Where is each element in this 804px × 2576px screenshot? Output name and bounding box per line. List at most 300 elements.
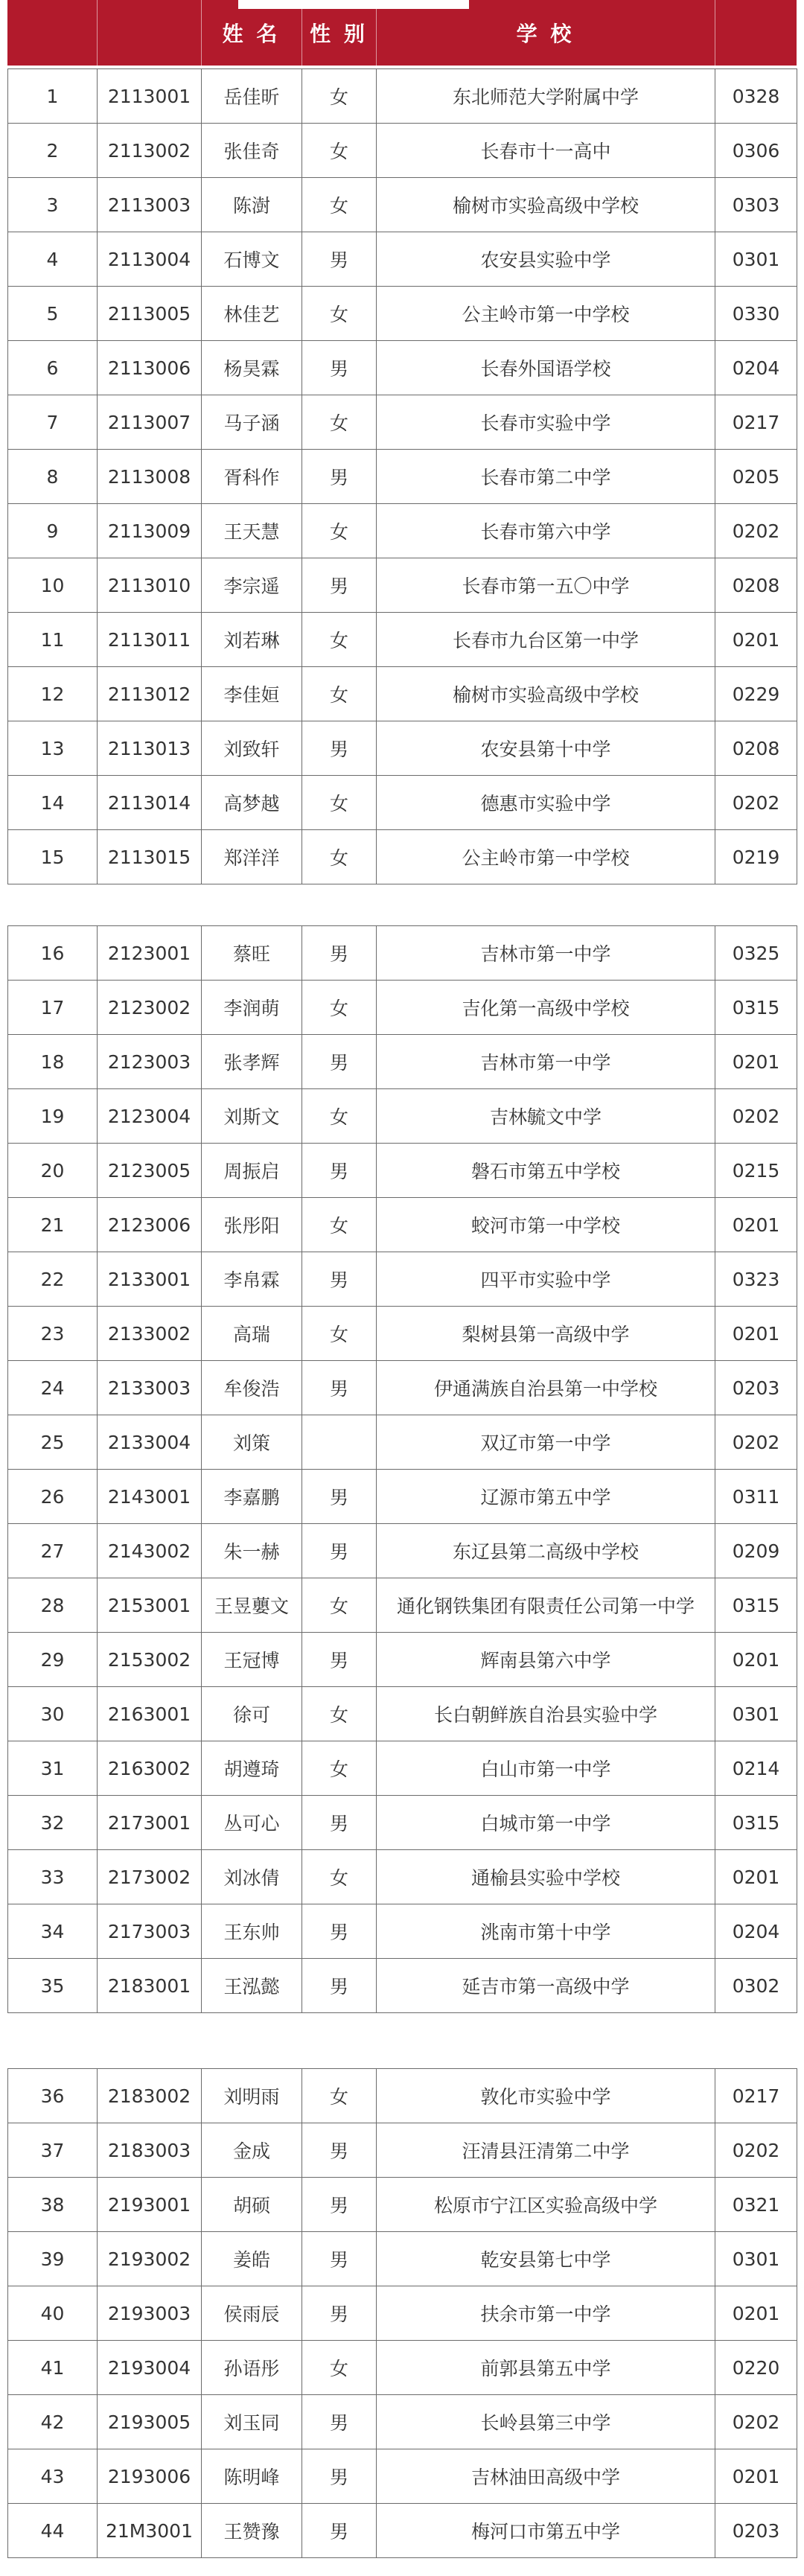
score-code: 0202 <box>715 776 797 830</box>
row-number: 21 <box>8 1198 98 1252</box>
exam-id: 2113003 <box>98 178 202 232</box>
student-name: 高瑞 <box>202 1307 302 1361</box>
score-code: 0315 <box>715 1578 797 1633</box>
score-code: 0301 <box>715 1687 797 1741</box>
school-name: 前郭县第五中学 <box>377 2341 715 2395</box>
score-code: 0202 <box>715 1089 797 1144</box>
score-code: 0315 <box>715 981 797 1035</box>
school-name: 通榆县实验中学校 <box>377 1850 715 1904</box>
gender: 男 <box>302 2286 377 2341</box>
score-code: 0202 <box>715 2123 797 2178</box>
student-name: 李帛霖 <box>202 1252 302 1307</box>
school-name: 扶余市第一中学 <box>377 2286 715 2341</box>
score-code: 0328 <box>715 69 797 124</box>
school-name: 伊通满族自治县第一中学校 <box>377 1361 715 1415</box>
table-row <box>8 178 797 232</box>
gender: 女 <box>302 1307 377 1361</box>
exam-id: 2193006 <box>98 2449 202 2504</box>
row-number: 36 <box>8 2069 98 2123</box>
score-code: 0202 <box>715 2395 797 2449</box>
row-number: 44 <box>8 2504 98 2558</box>
exam-id: 2133004 <box>98 1415 202 1470</box>
exam-id: 2123004 <box>98 1089 202 1144</box>
exam-id: 2143002 <box>98 1524 202 1578</box>
exam-id: 2113012 <box>98 667 202 721</box>
score-code: 0205 <box>715 450 797 504</box>
exam-id: 2153001 <box>98 1578 202 1633</box>
student-name: 马子涵 <box>202 395 302 450</box>
table-row <box>8 667 797 721</box>
score-code: 0301 <box>715 2232 797 2286</box>
school-name: 农安县实验中学 <box>377 232 715 287</box>
school-name: 东北师范大学附属中学 <box>377 69 715 124</box>
school-name: 吉化第一高级中学校 <box>377 981 715 1035</box>
score-code: 0201 <box>715 613 797 667</box>
student-name: 刘玉同 <box>202 2395 302 2449</box>
row-number: 35 <box>8 1959 98 2013</box>
gender: 男 <box>302 1470 377 1524</box>
table-row <box>8 2504 797 2558</box>
school-name: 长春市第二中学 <box>377 450 715 504</box>
table-row <box>8 287 797 341</box>
student-name: 李嘉鹏 <box>202 1470 302 1524</box>
school-name: 乾安县第七中学 <box>377 2232 715 2286</box>
row-number: 26 <box>8 1470 98 1524</box>
school-name: 白城市第一中学 <box>377 1796 715 1850</box>
gender: 男 <box>302 2395 377 2449</box>
table-header <box>7 0 797 66</box>
exam-id: 2173002 <box>98 1850 202 1904</box>
gender: 男 <box>302 1361 377 1415</box>
gender: 女 <box>302 667 377 721</box>
exam-id: 2123001 <box>98 926 202 981</box>
row-number: 40 <box>8 2286 98 2341</box>
gender: 男 <box>302 232 377 287</box>
exam-id: 2113009 <box>98 504 202 558</box>
student-name: 陈明峰 <box>202 2449 302 2504</box>
row-number: 38 <box>8 2178 98 2232</box>
school-name: 洮南市第十中学 <box>377 1904 715 1959</box>
gender: 女 <box>302 981 377 1035</box>
row-number: 12 <box>8 667 98 721</box>
school-name: 榆树市实验高级中学校 <box>377 667 715 721</box>
row-number: 13 <box>8 721 98 776</box>
gender: 女 <box>302 124 377 178</box>
table-row <box>8 926 797 981</box>
school-name: 长春市九台区第一中学 <box>377 613 715 667</box>
student-name: 王昱蘡文 <box>202 1578 302 1633</box>
exam-id: 2123005 <box>98 1144 202 1198</box>
gender: 女 <box>302 1089 377 1144</box>
school-name: 敦化市实验中学 <box>377 2069 715 2123</box>
score-code: 0220 <box>715 2341 797 2395</box>
student-name: 高梦越 <box>202 776 302 830</box>
exam-id: 2113004 <box>98 232 202 287</box>
exam-id: 2113006 <box>98 341 202 395</box>
student-name: 石博文 <box>202 232 302 287</box>
exam-id: 2133002 <box>98 1307 202 1361</box>
table-row <box>8 2178 797 2232</box>
exam-id: 2193005 <box>98 2395 202 2449</box>
gender: 男 <box>302 1144 377 1198</box>
score-code: 0321 <box>715 2178 797 2232</box>
school-name: 长春市实验中学 <box>377 395 715 450</box>
row-number: 14 <box>8 776 98 830</box>
student-name: 王泓懿 <box>202 1959 302 2013</box>
school-name: 吉林油田高级中学 <box>377 2449 715 2504</box>
table-row <box>8 1144 797 1198</box>
score-code: 0217 <box>715 2069 797 2123</box>
student-name: 姜皓 <box>202 2232 302 2286</box>
row-number: 41 <box>8 2341 98 2395</box>
table-row <box>8 1470 797 1524</box>
table-row <box>8 1741 797 1796</box>
row-number: 16 <box>8 926 98 981</box>
exam-id: 2113002 <box>98 124 202 178</box>
student-name: 刘策 <box>202 1415 302 1470</box>
student-name: 杨昊霖 <box>202 341 302 395</box>
row-number: 15 <box>8 830 98 884</box>
row-number: 29 <box>8 1633 98 1687</box>
score-code: 0325 <box>715 926 797 981</box>
table-row <box>8 558 797 613</box>
table-row <box>8 69 797 124</box>
school-name: 长春市第六中学 <box>377 504 715 558</box>
table-row <box>8 1633 797 1687</box>
student-name: 王东帅 <box>202 1904 302 1959</box>
school-name: 通化钢铁集团有限责任公司第一中学 <box>377 1578 715 1633</box>
student-name: 李润萌 <box>202 981 302 1035</box>
table-row <box>8 830 797 884</box>
student-name: 胡硕 <box>202 2178 302 2232</box>
gender: 男 <box>302 558 377 613</box>
gender: 男 <box>302 721 377 776</box>
table-block-3 <box>7 2068 797 2558</box>
student-name: 周振启 <box>202 1144 302 1198</box>
school-name: 磐石市第五中学校 <box>377 1144 715 1198</box>
score-code: 0301 <box>715 232 797 287</box>
row-number: 27 <box>8 1524 98 1578</box>
score-code: 0330 <box>715 287 797 341</box>
row-number: 31 <box>8 1741 98 1796</box>
gender: 女 <box>302 1198 377 1252</box>
score-code: 0215 <box>715 1144 797 1198</box>
table-row <box>8 232 797 287</box>
school-name: 梅河口市第五中学 <box>377 2504 715 2558</box>
exam-id: 2153002 <box>98 1633 202 1687</box>
exam-id: 2143001 <box>98 1470 202 1524</box>
student-name: 李宗遥 <box>202 558 302 613</box>
school-name: 德惠市实验中学 <box>377 776 715 830</box>
gender: 男 <box>302 1959 377 2013</box>
exam-id: 2193004 <box>98 2341 202 2395</box>
gender: 男 <box>302 1035 377 1089</box>
student-name: 李佳姮 <box>202 667 302 721</box>
score-code: 0209 <box>715 1524 797 1578</box>
gender: 男 <box>302 1904 377 1959</box>
table-row <box>8 1578 797 1633</box>
row-number: 42 <box>8 2395 98 2449</box>
gender: 男 <box>302 2504 377 2558</box>
school-name: 东辽县第二高级中学校 <box>377 1524 715 1578</box>
exam-id: 2113007 <box>98 395 202 450</box>
gender: 男 <box>302 1252 377 1307</box>
score-code: 0201 <box>715 1633 797 1687</box>
gender: 男 <box>302 1524 377 1578</box>
table-row <box>8 1089 797 1144</box>
student-name: 刘冰倩 <box>202 1850 302 1904</box>
student-name: 郑洋洋 <box>202 830 302 884</box>
header-name: 姓 名 <box>222 22 281 46</box>
row-number: 32 <box>8 1796 98 1850</box>
score-code: 0219 <box>715 830 797 884</box>
score-code: 0202 <box>715 504 797 558</box>
gender: 女 <box>302 69 377 124</box>
school-name: 双辽市第一中学 <box>377 1415 715 1470</box>
score-code: 0323 <box>715 1252 797 1307</box>
school-name: 松原市宁江区实验高级中学 <box>377 2178 715 2232</box>
table-row <box>8 1415 797 1470</box>
score-code: 0201 <box>715 1307 797 1361</box>
student-name: 林佳艺 <box>202 287 302 341</box>
student-name: 丛可心 <box>202 1796 302 1850</box>
gender: 男 <box>302 450 377 504</box>
score-code: 0203 <box>715 2504 797 2558</box>
score-code: 0203 <box>715 1361 797 1415</box>
student-name: 陈澍 <box>202 178 302 232</box>
table-block-2 <box>7 925 797 2013</box>
score-code: 0201 <box>715 1198 797 1252</box>
school-name: 梨树县第一高级中学 <box>377 1307 715 1361</box>
table-block-1 <box>7 68 797 884</box>
exam-id: 2183002 <box>98 2069 202 2123</box>
row-number: 24 <box>8 1361 98 1415</box>
row-number: 20 <box>8 1144 98 1198</box>
school-name: 榆树市实验高级中学校 <box>377 178 715 232</box>
student-name: 张佳奇 <box>202 124 302 178</box>
table-row <box>8 2069 797 2123</box>
table-row <box>8 2123 797 2178</box>
table-row <box>8 395 797 450</box>
score-code: 0311 <box>715 1470 797 1524</box>
score-code: 0201 <box>715 1035 797 1089</box>
student-name: 金成 <box>202 2123 302 2178</box>
student-name: 张彤阳 <box>202 1198 302 1252</box>
school-name: 长白朝鲜族自治县实验中学 <box>377 1687 715 1741</box>
row-number: 3 <box>8 178 98 232</box>
score-code: 0201 <box>715 1850 797 1904</box>
exam-id: 2193002 <box>98 2232 202 2286</box>
score-code: 0303 <box>715 178 797 232</box>
table-row <box>8 1687 797 1741</box>
table-row <box>8 1796 797 1850</box>
gender: 女 <box>302 287 377 341</box>
table-row <box>8 776 797 830</box>
exam-id: 2113005 <box>98 287 202 341</box>
exam-id: 2133001 <box>98 1252 202 1307</box>
student-name: 胥科作 <box>202 450 302 504</box>
row-number: 10 <box>8 558 98 613</box>
exam-id: 2163001 <box>98 1687 202 1741</box>
student-name: 胡遵琦 <box>202 1741 302 1796</box>
row-number: 22 <box>8 1252 98 1307</box>
score-code: 0302 <box>715 1959 797 2013</box>
row-number: 6 <box>8 341 98 395</box>
row-number: 28 <box>8 1578 98 1633</box>
table-row <box>8 2449 797 2504</box>
student-name: 王冠博 <box>202 1633 302 1687</box>
row-number: 34 <box>8 1904 98 1959</box>
row-number: 25 <box>8 1415 98 1470</box>
gender: 女 <box>302 613 377 667</box>
table-row <box>8 613 797 667</box>
exam-id: 2193003 <box>98 2286 202 2341</box>
student-name: 牟俊浩 <box>202 1361 302 1415</box>
row-number: 39 <box>8 2232 98 2286</box>
table-row <box>8 1524 797 1578</box>
table-row <box>8 124 797 178</box>
gender: 女 <box>302 2341 377 2395</box>
gender: 女 <box>302 830 377 884</box>
school-name: 四平市实验中学 <box>377 1252 715 1307</box>
score-code: 0306 <box>715 124 797 178</box>
exam-id: 2193001 <box>98 2178 202 2232</box>
score-code: 0204 <box>715 1904 797 1959</box>
student-name: 王赞豫 <box>202 2504 302 2558</box>
table-row <box>8 1307 797 1361</box>
exam-id: 2183001 <box>98 1959 202 2013</box>
exam-id: 21M3001 <box>98 2504 202 2558</box>
gender: 女 <box>302 1850 377 1904</box>
student-name: 刘斯文 <box>202 1089 302 1144</box>
score-code: 0201 <box>715 2449 797 2504</box>
school-name: 白山市第一中学 <box>377 1741 715 1796</box>
student-name: 刘若琳 <box>202 613 302 667</box>
school-name: 辉南县第六中学 <box>377 1633 715 1687</box>
row-number: 2 <box>8 124 98 178</box>
school-name: 农安县第十中学 <box>377 721 715 776</box>
school-name: 长春外国语学校 <box>377 341 715 395</box>
gender: 女 <box>302 776 377 830</box>
student-name: 刘明雨 <box>202 2069 302 2123</box>
exam-id: 2173003 <box>98 1904 202 1959</box>
row-number: 17 <box>8 981 98 1035</box>
row-number: 43 <box>8 2449 98 2504</box>
table-row <box>8 1904 797 1959</box>
exam-id: 2113013 <box>98 721 202 776</box>
gender: 男 <box>302 926 377 981</box>
student-name: 蔡旺 <box>202 926 302 981</box>
school-name: 汪清县汪清第二中学 <box>377 2123 715 2178</box>
row-number: 37 <box>8 2123 98 2178</box>
gender: 女 <box>302 1687 377 1741</box>
score-code: 0217 <box>715 395 797 450</box>
row-number: 30 <box>8 1687 98 1741</box>
score-code: 0208 <box>715 721 797 776</box>
row-number: 9 <box>8 504 98 558</box>
exam-id: 2123006 <box>98 1198 202 1252</box>
school-name: 公主岭市第一中学校 <box>377 287 715 341</box>
table-row <box>8 1850 797 1904</box>
gender: 男 <box>302 2123 377 2178</box>
score-code: 0229 <box>715 667 797 721</box>
header-school: 学 校 <box>516 22 575 46</box>
table-row <box>8 1252 797 1307</box>
student-name: 侯雨辰 <box>202 2286 302 2341</box>
exam-id: 2133003 <box>98 1361 202 1415</box>
score-code: 0201 <box>715 2286 797 2341</box>
table-row <box>8 2341 797 2395</box>
school-name: 辽源市第五中学 <box>377 1470 715 1524</box>
table-row <box>8 981 797 1035</box>
exam-id: 2173001 <box>98 1796 202 1850</box>
score-code: 0315 <box>715 1796 797 1850</box>
school-name: 长岭县第三中学 <box>377 2395 715 2449</box>
exam-id: 2113008 <box>98 450 202 504</box>
school-name: 长春市第一五〇中学 <box>377 558 715 613</box>
student-name: 刘致轩 <box>202 721 302 776</box>
school-name: 吉林毓文中学 <box>377 1089 715 1144</box>
gender: 女 <box>302 1578 377 1633</box>
gender: 男 <box>302 1796 377 1850</box>
student-name: 张孝辉 <box>202 1035 302 1089</box>
school-name: 公主岭市第一中学校 <box>377 830 715 884</box>
gender: 男 <box>302 2232 377 2286</box>
gender: 女 <box>302 504 377 558</box>
gender: 女 <box>302 395 377 450</box>
score-code: 0202 <box>715 1415 797 1470</box>
gender: 男 <box>302 1633 377 1687</box>
exam-id: 2113010 <box>98 558 202 613</box>
table-row <box>8 2395 797 2449</box>
table-row <box>8 721 797 776</box>
row-number: 1 <box>8 69 98 124</box>
student-name: 徐可 <box>202 1687 302 1741</box>
row-number: 8 <box>8 450 98 504</box>
table-row <box>8 1198 797 1252</box>
exam-id: 2183003 <box>98 2123 202 2178</box>
school-name: 长春市十一高中 <box>377 124 715 178</box>
student-name: 孙语彤 <box>202 2341 302 2395</box>
header-gender: 性 别 <box>310 22 368 46</box>
gender: 女 <box>302 1741 377 1796</box>
gender: 女 <box>302 178 377 232</box>
exam-id: 2113015 <box>98 830 202 884</box>
school-name: 延吉市第一高级中学 <box>377 1959 715 2013</box>
student-name: 岳佳昕 <box>202 69 302 124</box>
student-name: 朱一赫 <box>202 1524 302 1578</box>
row-number: 19 <box>8 1089 98 1144</box>
score-code: 0204 <box>715 341 797 395</box>
student-name: 王天慧 <box>202 504 302 558</box>
school-name: 吉林市第一中学 <box>377 1035 715 1089</box>
row-number: 5 <box>8 287 98 341</box>
school-name: 蛟河市第一中学校 <box>377 1198 715 1252</box>
gender: 男 <box>302 2449 377 2504</box>
table-row <box>8 1035 797 1089</box>
exam-id: 2163002 <box>98 1741 202 1796</box>
table-row <box>8 504 797 558</box>
row-number: 11 <box>8 613 98 667</box>
row-number: 33 <box>8 1850 98 1904</box>
gender: 女 <box>302 2069 377 2123</box>
gender: 男 <box>302 2178 377 2232</box>
table-row <box>8 2286 797 2341</box>
row-number: 7 <box>8 395 98 450</box>
row-number: 18 <box>8 1035 98 1089</box>
score-code: 0214 <box>715 1741 797 1796</box>
gender <box>302 1415 377 1470</box>
